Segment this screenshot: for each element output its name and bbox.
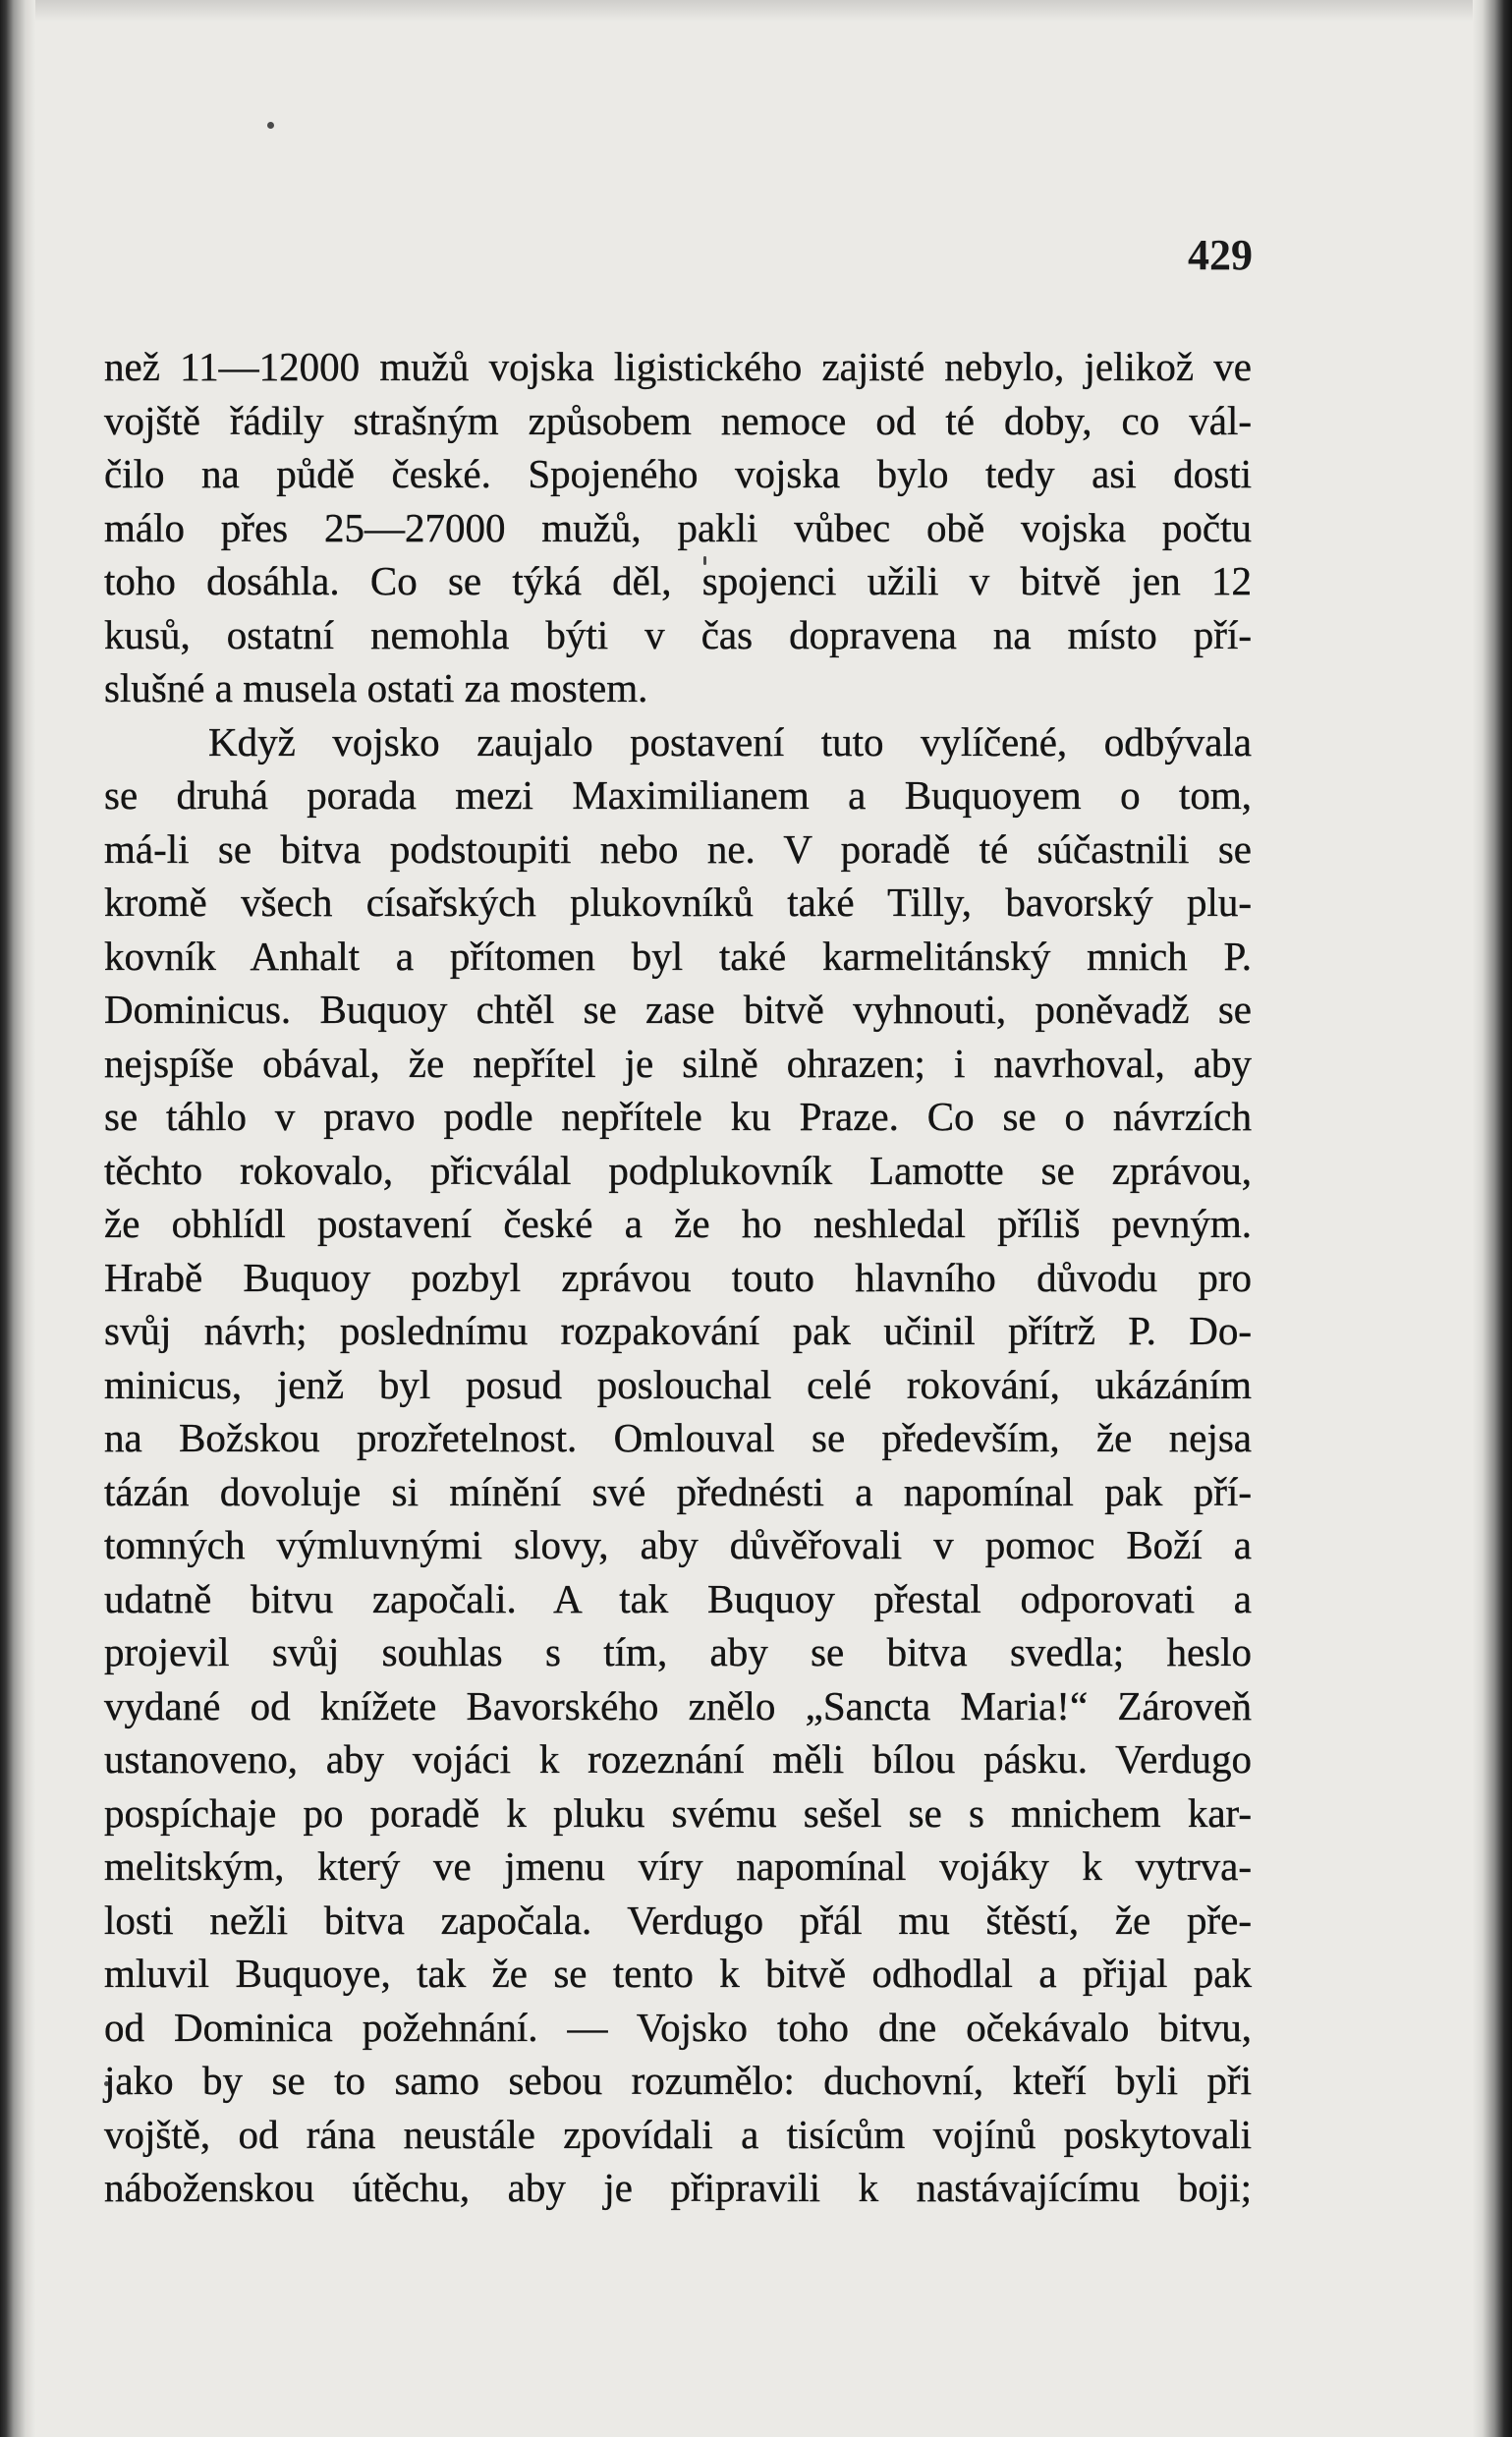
text-line: čilo na půdě české. Spojeného vojska bylo tedy asi dosti [104,451,1252,496]
text-line: nejspíše obával, že nepřítel je silně ohrazen; i navrhoval, aby [104,1040,1252,1086]
page-top-edge [0,0,1512,22]
page-right-edge [1473,0,1512,2437]
text-line: vojště, od rána neustále zpovídali a tisícům vojínů poskytovali [104,2111,1252,2157]
text-line: málo přes 25—27000 mužů, pakli vůbec obě vojska počtu [104,504,1252,550]
text-line: těchto rokovalo, přicválal podplukovník Lamotte se zprávou, [104,1147,1252,1193]
text-line: jako by se to samo sebou rozumělo: duchovní, kteří byli při [104,2058,1252,2103]
page-number: 429 [1188,231,1253,279]
text-line: Hrabě Buquoy pozbyl zprávou touto hlavního důvodu pro [104,1254,1252,1300]
text-line: udatně bitvu započali. A tak Buquoy přestal odporovati a [104,1575,1252,1621]
text-line: toho dosáhla. Co se týká děl, spojenci užili v bitvě jen 12 [104,558,1252,603]
text-line: že obhlídl postavení české a že ho neshledal příliš pevným. [104,1201,1252,1246]
text-line: pospíchaje po poradě k pluku svému sešel se s mnichem kar- [104,1789,1252,1836]
text-line: se táhlo v pravo podle nepřítele ku Praze. Co se o návrzích [104,1094,1252,1139]
text-line: na Božskou prozřetelnost. Omlouval se především, že nejsa [104,1415,1252,1460]
text-line: vydané od knížete Bavorského znělo „Sancta Maria!“ Zároveň [104,1682,1252,1729]
text-line: než 11—12000 mužů vojska ligistického zajisté nebylo, jelikož ve [104,344,1252,389]
text-line: od Dominica požehnání. — Vojsko toho dne očekávalo bitvu, [104,2004,1252,2050]
text-line: ustanoveno, aby vojáci k rozeznání měli bílou pásku. Verdugo [104,1736,1252,1782]
text-line: má-li se bitva podstoupiti nebo ne. V poradě té súčastnili se [104,825,1252,872]
text-line: Když vojsko zaujalo postavení tuto vylíčené, odbývala [208,718,1252,765]
text-line: tomných výmluvnými slovy, aby důvěřovali v pomoc Boží a [104,1522,1252,1567]
text-line: Dominicus. Buquoy chtěl se zase bitvě vyhnouti, poněvadž se [104,987,1252,1032]
text-line: minicus, jenž byl posud poslouchal celé rokování, ukázáním [104,1361,1252,1407]
text-line: melitským, který ve jmenu víry napomínal vojáky k vytrva- [104,1843,1252,1889]
text-line: náboženskou útěchu, aby je připravili k nastávajícímu boji; [104,2165,1252,2210]
text-line: kovník Anhalt a přítomen byl také karmelitánský mnich P. [104,933,1252,979]
text-line: se druhá porada mezi Maximilianem a Buquoyem o tom, [104,772,1252,818]
text-line: kusů, ostatní nemohla býti v čas dopravena na místo pří- [104,611,1252,657]
text-line: kromě všech císařských plukovníků také Tilly, bavorský plu- [104,879,1252,925]
text-line: slušné a musela ostati za mostem. [104,665,648,710]
text-line: vojště řádily strašným způsobem nemoce od té doby, co vál- [104,397,1252,443]
text-line: mluvil Buquoye, tak že se tento k bitvě odhodlal a přijal pak [104,1951,1252,1996]
text-line: svůj návrh; poslednímu rozpakování pak učinil přítrž P. Do- [104,1308,1252,1353]
text-line: losti nežli bitva započala. Verdugo přál mu štěstí, že pře- [104,1897,1252,1943]
page-left-edge [0,0,35,2437]
print-speck [267,122,274,129]
text-line: projevil svůj souhlas s tím, aby se bitva svedla; heslo [104,1629,1252,1674]
text-line: tázán dovoluje si mínění své přednésti a napomínal pak pří- [104,1468,1252,1514]
body-text [104,340,1252,2215]
